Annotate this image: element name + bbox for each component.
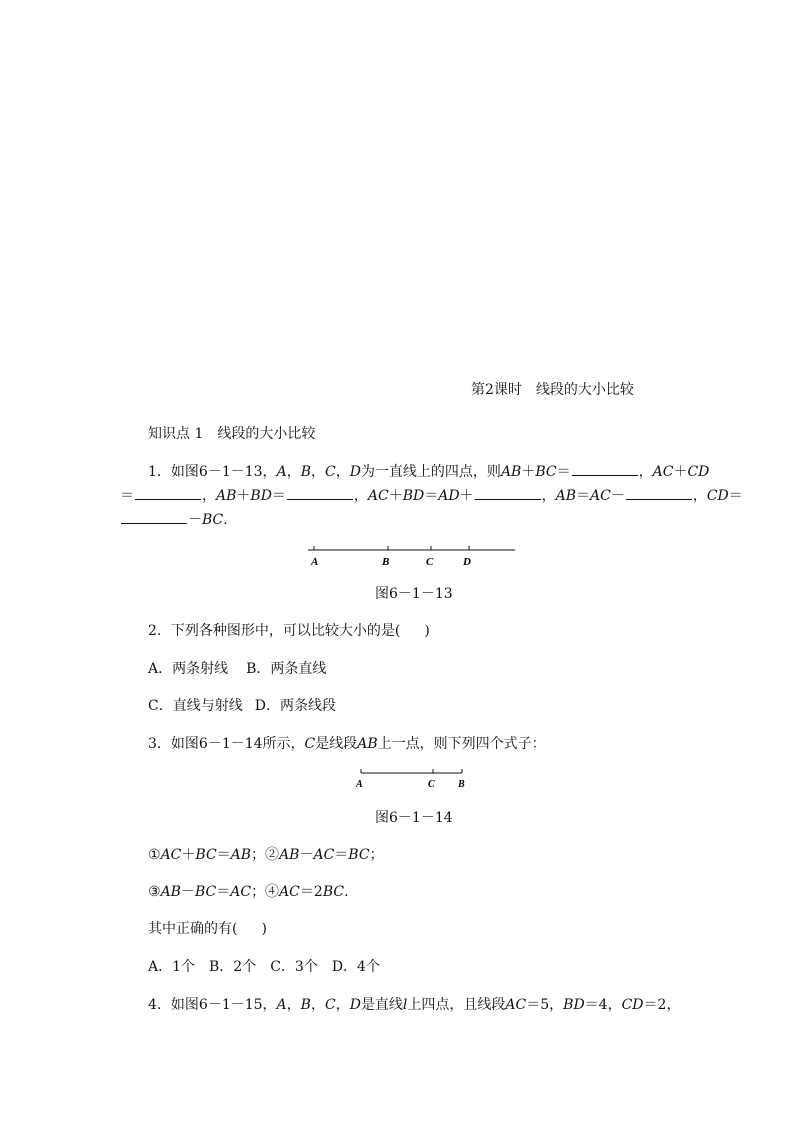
question-1-line-1: 1．如图6－1－13，A，B，C，D为一直线上的四点，则AB＋BC＝ ，AC＋CD [148,464,710,480]
question-3-options: A．1个 B．2个 C．3个 D．4个 [148,959,380,975]
question-1-line-3: －BC. [120,510,228,530]
answer-blank[interactable] [135,486,201,500]
label-a: A [311,556,319,568]
section-heading: 知识点 1 线段的大小比较 [148,426,316,442]
figure-caption-2: 图6－1－14 [375,810,453,826]
label-a: A [356,779,363,790]
label-c: C [428,779,435,790]
answer-blank[interactable] [572,462,638,476]
figure-line-acb [352,766,472,792]
question-4-stem: 4．如图6－1－15，A，B，C，D是直线l上四点，且线段AC＝5，BD＝4，CD＝2， [148,997,681,1013]
expressions-line-2: ③AB－BC＝AC；④AC＝2BC. [148,884,349,900]
question-1-line-2: ＝ ，AB＋BD＝ ，AC＋BD＝AD＋ ，AB＝AC－ ，CD＝ [120,488,743,504]
question-2-options-2 [148,696,336,716]
question-3-prompt: 其中正确的有( ) [148,921,267,937]
answer-blank[interactable] [121,510,187,524]
option-a[interactable]: A．两条射线 [148,661,229,677]
label-c: C [426,556,434,568]
answer-blank[interactable] [626,486,692,500]
question-2-options-1 [148,659,326,679]
figure-line-abcd [300,540,520,572]
question-2-stem: 2．下列各种图形中，可以比较大小的是( ) [148,623,430,639]
label-b: B [458,779,465,790]
label-b: B [382,556,390,568]
answer-blank[interactable] [475,486,541,500]
option-b[interactable]: B．两条直线 [246,661,327,677]
option-d[interactable]: D．两条线段 [254,698,336,714]
label-d: D [463,556,471,568]
question-3-stem: 3．如图6－1－14所示，C是线段AB上一点，则下列四个式子： [148,736,546,752]
answer-blank[interactable] [287,486,353,500]
expressions-line-1: ①AC＋BC＝AB；②AB－AC＝BC； [148,847,384,863]
option-c[interactable]: C．直线与射线 [148,698,243,714]
lesson-title: 第2课时 线段的大小比较 [471,382,634,398]
figure-caption-1: 图6－1－13 [375,586,453,602]
